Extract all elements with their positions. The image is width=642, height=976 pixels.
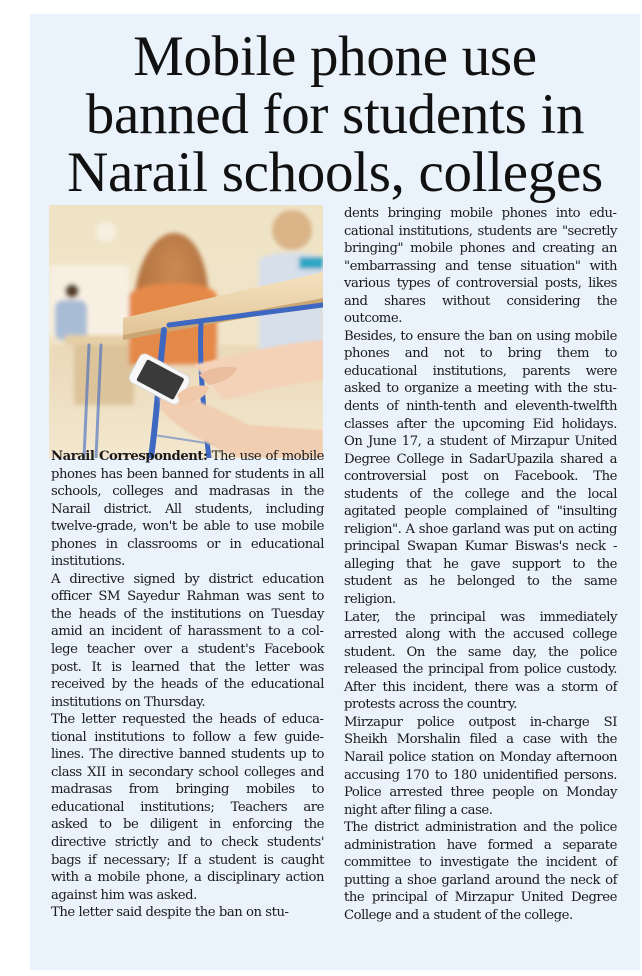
- lead-paragraph: [51, 448, 324, 571]
- article-paragraph: A directive signed by district education officer SM Sayedur Rahman was sent to the heads of the institutions on Tuesday amid an incident of harassment to a college teacher over a student's Facebook post. It is learned that the letter was received by the heads of the educational institutions on Thursday.: [51, 571, 324, 710]
- headline-line: Narail schools, colleges: [67, 141, 603, 204]
- article-paragraph: Mirzapur police outpost in-charge SI Sheikh Morshalin filed a case with the Narail police station on Monday afternoon accusing 170 to 180 unidentified persons. Police arrested three people on Monday night after filing a case.: [344, 714, 617, 818]
- news-clipping: [30, 14, 640, 970]
- headline-line: Mobile phone use: [133, 25, 537, 88]
- headline: [30, 25, 640, 204]
- byline: Narail Correspondent:: [51, 449, 208, 464]
- photo-illustration: [49, 205, 323, 458]
- article-paragraph: Besides, to ensure the ban on using mobile phones and not to bring them to educational institutions, parents were asked to organize a meeting with the students of ninth-tenth and eleventh-twelfth classes after the upcoming Eid holidays. On June 17, a student of Mirzapur United Degree College in SadarUpazila shared a controversial post on Facebook. The students of the college and the local agitated people complained of "insulting religion". A shoe garland was put on acting principal Swapan Kumar Biswas's neck - alleging that he gave support to the student as he belonged to the same religion.: [344, 328, 617, 608]
- article-paragraph: The letter requested the heads of educational institutions to follow a few guidelines. The directive banned students up to class XII in secondary school colleges and madrasas from bringing mobiles to educational institutions; Teachers are asked to be diligent in enforcing the directive strictly and to check students' bags if necessary; If a student is caught with a mobile phone, a disciplinary action against him was asked.: [51, 712, 324, 903]
- article-column-right: [344, 205, 617, 924]
- article-paragraph: dents bringing mobile phones into educational institutions, students are "secretly bringing" mobile phones and creating an "embarrassing and tense situation" with various types of controversial posts, likes and shares without considering the outcome.: [344, 206, 617, 327]
- article-paragraph: Later, the principal was immediately arrested along with the accused college student. On the same day, the police released the principal from police custody. After this incident, there was a storm of protests across the country.: [344, 609, 617, 713]
- headline-line: banned for students in: [85, 83, 585, 146]
- article-column-left: [51, 448, 324, 922]
- article-paragraph: The district administration and the police administration have formed a separate committee to investigate the incident of putting a shoe garland around the neck of the principal of Mirzapur United Degree College and a student of the college.: [344, 820, 617, 923]
- classroom-photo-icon: [49, 205, 323, 458]
- article-paragraph: The letter said despite the ban on stu-: [51, 905, 289, 921]
- lead-text: The use of mobile phones has been banned for students in all schools, colleges and madrasas in the Narail district. All students, including twelve-grade, won't be able to use mobile phones in classrooms or in educational institutions.: [51, 449, 324, 570]
